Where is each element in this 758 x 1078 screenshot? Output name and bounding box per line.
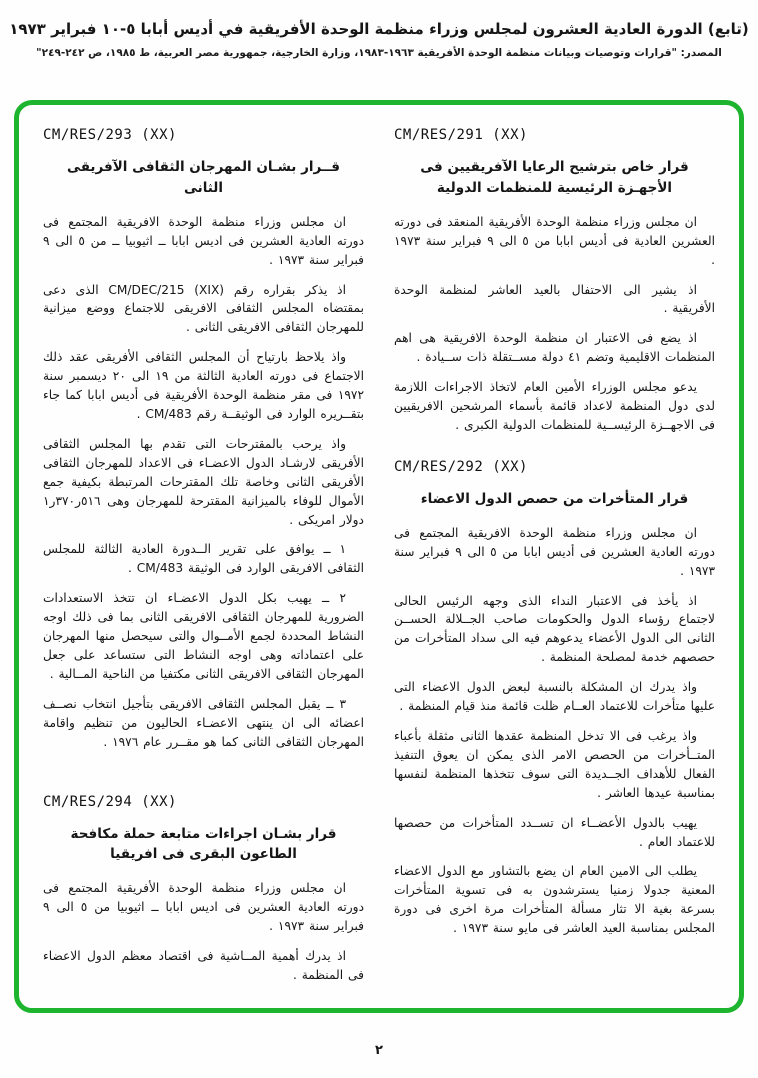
resolution-293-paragraph: واذ يرحب بالمقترحات التى تقدم بها المجلس الثقافى الأفريقى لارشـاد الدول الاعضـاء فى الاعداد للمهرجان الثقافى الأفريقى الثانى وخاصة تلك المقترحات المرتبطة بكيفية جمع الأموال للوفاء بالميزانية المقترحة للمهرجان وهى ٥١٦ر٣٧٠ر١ دولار امريكى . — [43, 436, 364, 527]
resolution-292-title: قرار المتأخرات من حصص الدول الاعضاء — [420, 490, 689, 507]
page-number: ٢ — [375, 1043, 383, 1058]
resolution-293-paragraph: ٣ ــ يقبل المجلس الثقافى الافريقى بتأجيل انتخاب نصــف اعضائه الى ان ينتهى الاعضـاء الحاليون من تنظيم واقامة المهرجان الثقافى الثانى كما هو مقــرر عام ١٩٧٦ . — [43, 696, 364, 749]
resolution-291-paragraph: اذ يشير الى الاحتفال بالعيد العاشر لمنظمة الوحدة الأفريقية . — [394, 282, 715, 316]
resolution-291 — [394, 127, 715, 435]
resolution-292-code: CM/RES/292 (XX) — [394, 458, 528, 475]
resolution-292-paragraph: واذ يدرك ان المشكلة بالنسبة لبعض الدول الاعضاء التى عليها متأخرات للاعتماد العــام ظلت قائمة منذ قيام المنظمة . — [394, 680, 715, 714]
resolution-292-paragraph: ان مجلس وزراء منظمة الوحدة الافريقية المجتمع فى دورته العادية العشرين فى أديس ابابا من ٥ الى ٩ فبراير سنة ١٩٧٣ . — [394, 525, 715, 578]
green-content-frame — [14, 100, 744, 1013]
resolution-293 — [43, 127, 364, 752]
resolution-292-paragraph: اذ يأخذ فى الاعتبار النداء الذى وجهه الرئيس الحالى لاجتماع رؤساء الدول والحكومات صاحب الجــلالة الحســن الثانى الى الدول الأعضاء يدعوهم فيه الى سداد المتأخرات من حصصهم خدمة لمصلحة المنظمة . — [394, 593, 715, 665]
resolution-291-paragraph: يدعو مجلس الوزراء الأمين العام لاتخاذ الاجراءات اللازمة لدى دول المنظمة لاعداد قائمة بأسماء المرشحين الافريقيين فى الاجهــزة الرئيســية للمنظمات الدولية الكبرى . — [394, 380, 715, 432]
column-right — [394, 127, 715, 990]
resolution-293-paragraph: ان مجلس وزراء منظمة الوحدة الافريقية المجتمع فى دورته العادية العشرين فى اديس ابابا ــ اثيوبيا ــ من ٥ الى ٩ فبراير سنة ١٩٧٣ . — [43, 214, 364, 267]
resolution-291-code: CM/RES/291 (XX) — [394, 127, 528, 143]
resolution-291-paragraph: ان مجلس وزراء منظمة الوحدة الأفريقية المنعقد فى دورته العشرين العادية فى أديس ابابا من ٥ الى ٩ فبراير سنة ١٩٧٣ . — [394, 214, 715, 267]
resolution-293-paragraph: اذ يذكر بقراره رقم CM/DEC/215 (XIX) الذى دعى بمقتضاه المجلس الثقافى الافريقى للاجتماع ووضع ميزانية للمهرجان الثقافى الافريقى الثانى . — [43, 282, 364, 335]
resolution-292-paragraph: يهيب بالدول الأعضــاء ان تســدد المتأخرات من حصصها للاعتماد العام . — [394, 815, 715, 849]
page-header — [0, 0, 758, 59]
resolution-292 — [394, 459, 715, 938]
source-citation: المصدر: "قرارات وتوصيات وبيانات منظمة الوحدة الأفريقية ١٩٦٣-١٩٨٣، وزارة الخارجية، جمهورية مصر العربية، ط ١٩٨٥، ص ٢٤٢-٢٤٩" — [36, 47, 722, 59]
resolution-294 — [43, 794, 364, 985]
two-column-layout — [43, 127, 715, 990]
resolution-294-paragraph: اذ يدرك أهمية المــاشية فى اقتصاد معظم الدول الاعضاء فى المنظمة . — [43, 949, 364, 982]
resolution-292-paragraph: واذ يرغب فى الا تدخل المنظمة عقدها الثانى مثقلة بأعباء المتــأخرات من الحصص الامر الذى يمكن ان يعوق التنفيذ الفعال للأهداف الجــديدة التى سوف تتخذها المنظمة لنفسها بمناسبة عيدها العاشر . — [394, 728, 715, 800]
resolution-294-code: CM/RES/294 (XX) — [43, 793, 177, 810]
session-title: (تابع) الدورة العادية العشرون لمجلس وزراء منظمة الوحدة الأفريقية في أديس أبابا ٥-١٠ فبراير ١٩٧٣ — [9, 20, 749, 38]
resolution-292-paragraph: يطلب الى الامين العام ان يضع بالتشاور مع الدول الاعضاء المعنية جدولا زمنيا يسترشدون به فى تسوية المتأخرات بسرعة بغية الا تثار مسألة المتأخرات مرة اخرى فى دورة المجلس بمناسبة العيد العاشر فى مايو سنة ١٩٧٣ . — [394, 864, 715, 936]
resolution-293-paragraph: واذ يلاحظ بارتياح أن المجلس الثقافى الأفريقى عقد ذلك الاجتماع فى دورته العادية الثالثة من ١٩ الى ٢٠ ديسمبر سنة ١٩٧٢ فى مقر منظمة الوحدة الأفريقية فى أديس ابابا كما جاء بتقــريره الوارد فى الوثيقــة رقم CM/483 . — [43, 350, 365, 421]
resolution-293-paragraph: ٢ ــ يهيب بكل الدول الاعضـاء ان تتخذ الاستعدادات الضرورية للمهرجان الثقافى الافريقى الثانى بما فى ذلك اوجه النشاط المحددة لجمع الأمــوال والتى سيحصل منها المهرجان على اعتماداته وهى اوجه النشاط التى ستساعد على جعل المهرجان الثقافى الافريقى الثانى مكتفيا من الناحية المــالية . — [43, 591, 364, 681]
resolution-293-title: قــرار بشـان المهرجان الثقافى الآفريقى الثانى — [67, 159, 340, 196]
resolution-291-paragraph: اذ يضع فى الاعتبار ان منظمة الوحدة الافريقية هى اهم المنظمات الاقليمية وتضم ٤١ دولة مســتقلة ذات ســيادة . — [394, 331, 715, 365]
resolution-293-paragraph: ١ ــ يوافق على تقرير الــدورة العادية الثالثة للمجلس الثقافى الافريقى الوارد فى الوثيقة CM/483 . — [43, 542, 364, 576]
column-left — [43, 127, 364, 990]
resolution-293-code: CM/RES/293 (XX) — [43, 127, 177, 143]
resolution-294-paragraph: ان مجلس وزراء منظمة الوحدة الأفريقية المجتمع فى دورته العادية العشرين فى اديس ابابا ــ اثيوبيا من ٥ الى ٩ فبراير سنة ١٩٧٣ . — [43, 881, 364, 934]
resolution-291-title: قرار خاص بترشيح الرعايا الآفريقيين فى الأجهـزة الرئيسية للمنظمات الدولية — [420, 159, 689, 196]
resolution-294-title: قرار بشـان اجراءات متابعة حملة مكافحة الطاعون البقرى فى افريقيا — [70, 825, 337, 863]
